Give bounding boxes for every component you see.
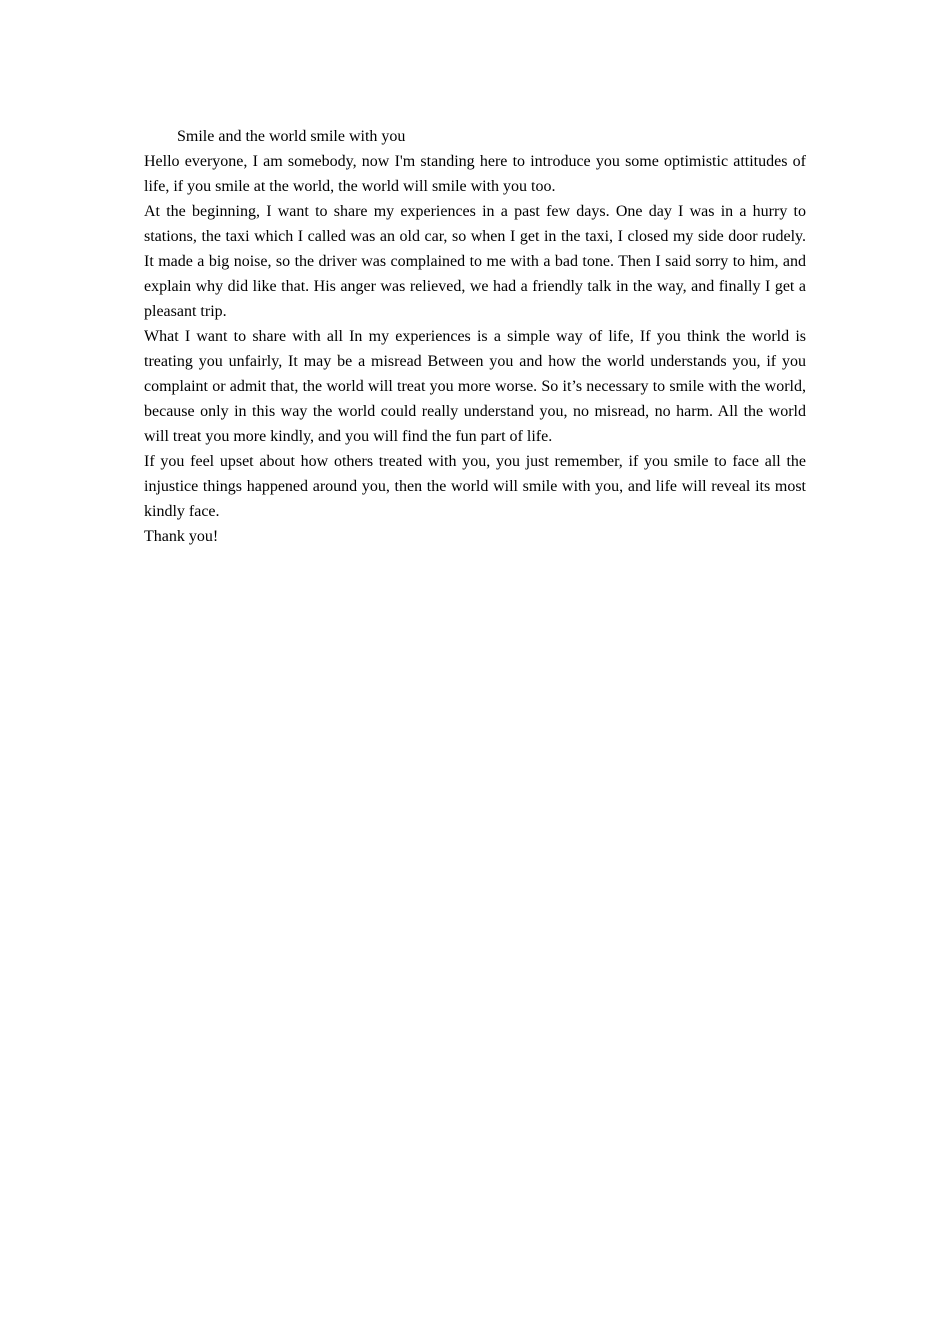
closing-line: Thank you! <box>144 528 219 545</box>
paragraph-taxi-story: At the beginning, I want to share my experiences in a past few days. One day I was in a hurry to stations, the taxi which I called was an old car, so when I get in the taxi, I closed my side door rudely. It made a big noise, so the driver was complained to me with a bad tone. Then I said sorry to him, and explain why did like that. His anger was relieved, we had a friendly talk in the way, and finally I get a pleasant trip. <box>144 203 806 320</box>
paragraph-introduction: Hello everyone, I am somebody, now I'm standing here to introduce you some optimistic attitudes of life, if you smile at the world, the world will smile with you too. <box>144 153 806 195</box>
document-body <box>144 124 806 549</box>
paragraph-conclusion: If you feel upset about how others treated with you, you just remember, if you smile to face all the injustice things happened around you, then the world will smile with you, and life will reveal its most kindly face. <box>144 453 806 520</box>
paragraph-way-of-life: What I want to share with all In my experiences is a simple way of life, If you think the world is treating you unfairly, It may be a misread Between you and how the world understands you, if you complaint or admit that, the world will treat you more worse. So it’s necessary to smile with the world, because only in this way the world could really understand you, no misread, no harm. All the world will treat you more kindly, and you will find the fun part of life. <box>144 328 806 445</box>
document-title: Smile and the world smile with you <box>177 128 406 145</box>
